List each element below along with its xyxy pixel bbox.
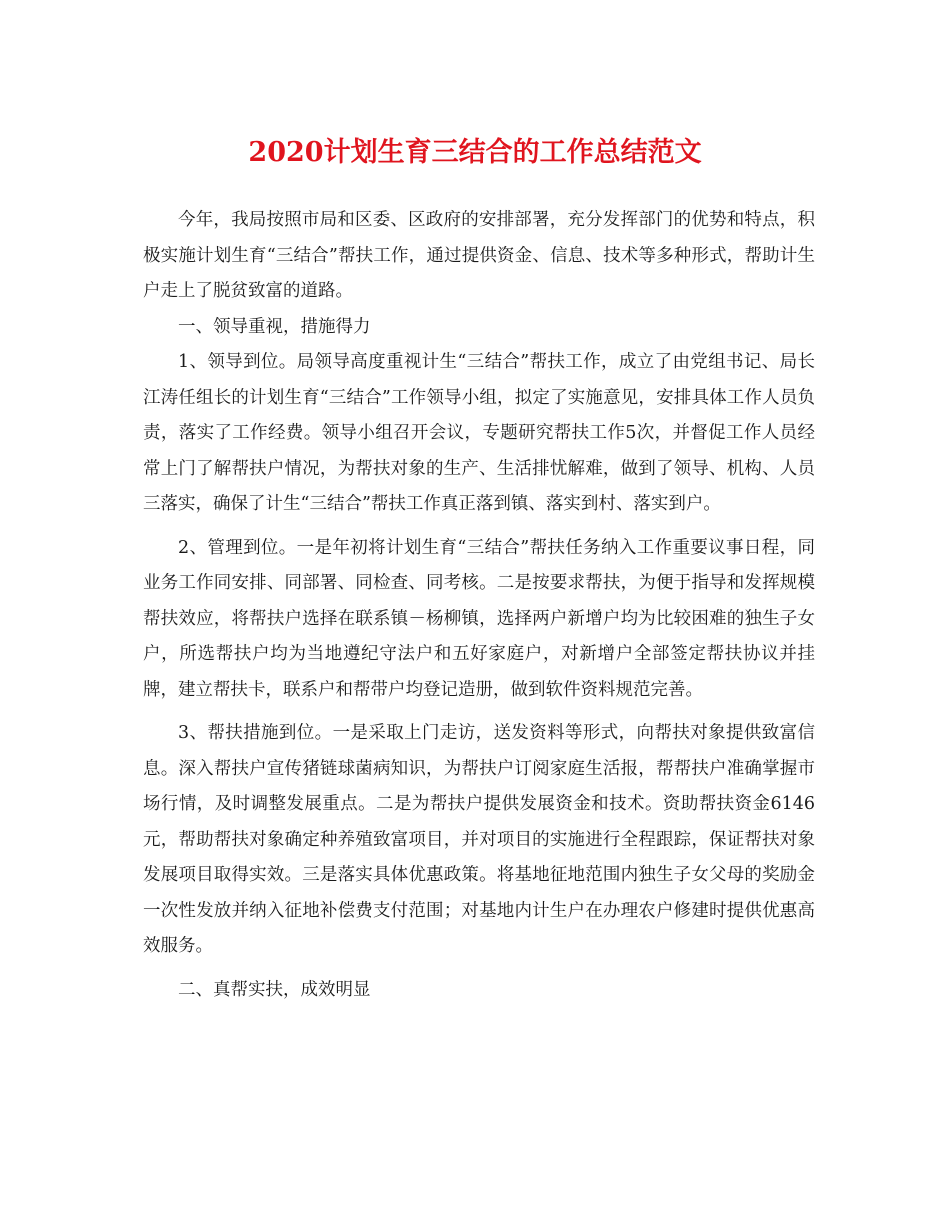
document-body: [143, 203, 815, 1008]
paragraph-leadership: 1、领导到位。局领导高度重视计生“三结合”帮扶工作，成立了由党组书记、局长江涛任组长的计划生育“三结合”工作领导小组，拟定了实施意见，安排具体工作人员负责，落实了工作经费。领导小组召开会议，专题研究帮扶工作5次，并督促工作人员经常上门了解帮扶户情况，为帮扶对象的生产、生活排忧解难，做到了领导、机构、人员三落实，确保了计生“三结合”帮扶工作真正落到镇、落实到村、落实到户。: [143, 352, 815, 514]
section-heading-1: 一、领导重视，措施得力: [178, 316, 371, 337]
paragraph-intro: 今年，我局按照市局和区委、区政府的安排部署，充分发挥部门的优势和特点，积极实施计划生育“三结合”帮扶工作，通过提供资金、信息、技术等多种形式，帮助计生户走上了脱贫致富的道路。: [143, 210, 815, 301]
paragraph-measures: 3、帮扶措施到位。一是采取上门走访，送发资料等形式，向帮扶对象提供致富信息。深入帮扶户宣传猪链球菌病知识，为帮扶户订阅家庭生活报，帮帮扶户准确掌握市场行情，及时调整发展重点。二是为帮扶户提供发展资金和技术。资助帮扶资金6146元，帮助帮扶对象确定种养殖致富项目，并对项目的实施进行全程跟踪，保证帮扶对象发展项目取得实效。三是落实具体优惠政策。将基地征地范围内独生子女父母的奖励金一次性发放并纳入征地补偿费支付范围；对基地内计生户在办理农户修建时提供优惠高效服务。: [143, 723, 815, 956]
section-heading-2: 二、真帮实扶，成效明显: [178, 979, 371, 1000]
document-title: 2020计划生育三结合的工作总结范文: [248, 137, 702, 168]
paragraph-management: 2、管理到位。一是年初将计划生育“三结合”帮扶任务纳入工作重要议事日程，同业务工作同安排、同部署、同检查、同考核。二是按要求帮扶，为便于指导和发挥规模帮扶效应，将帮扶户选择在联系镇－杨柳镇，选择两户新增户均为比较困难的独生子女户，所选帮扶户均为当地遵纪守法户和五好家庭户，对新增户全部签定帮扶协议并挂牌，建立帮扶卡，联系户和帮带户均登记造册，做到软件资料规范完善。: [143, 537, 815, 700]
